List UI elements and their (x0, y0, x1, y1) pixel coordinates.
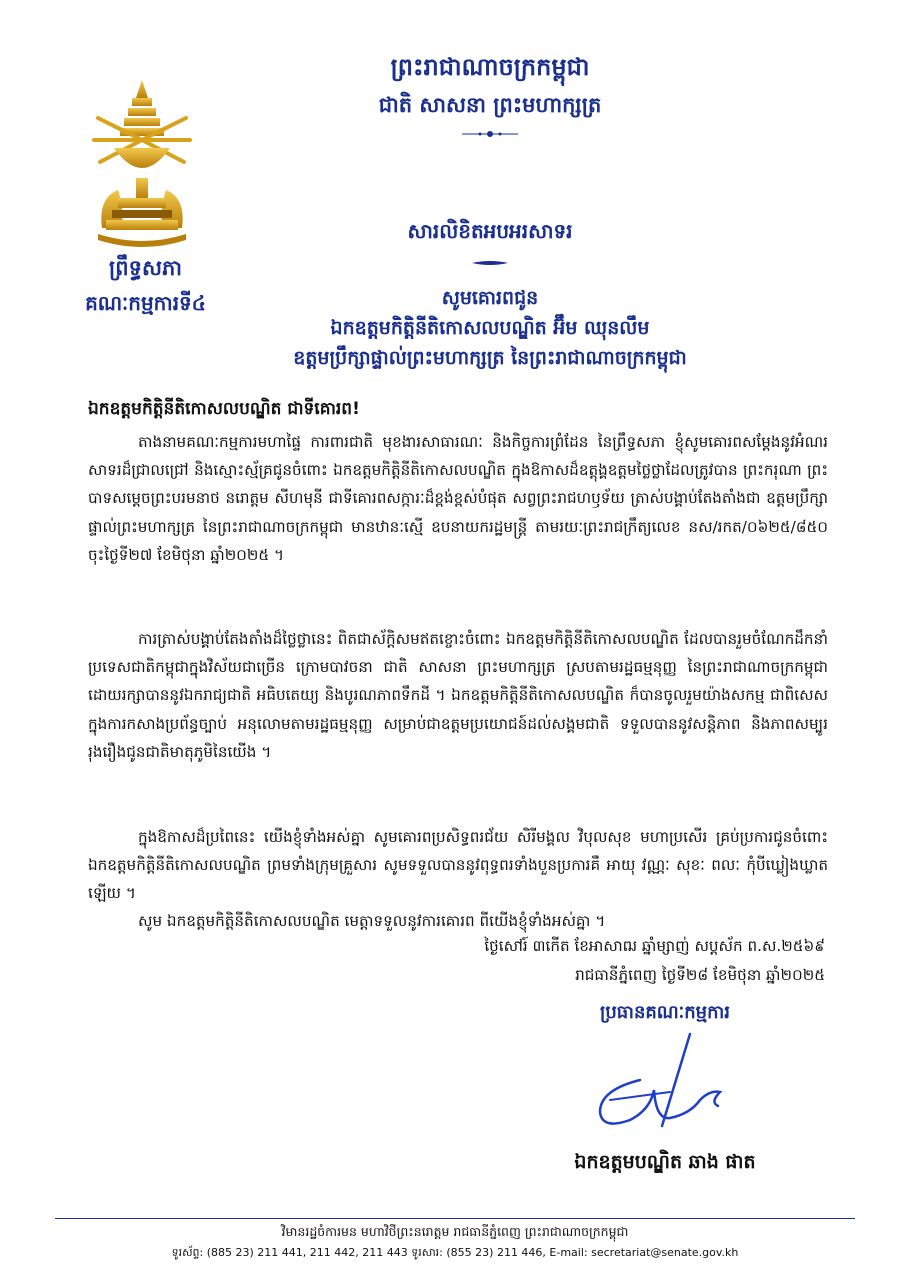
footer-contact: ទូរស័ព្ទ: (885 23) 211 441, 211 442, 211 443 ទូរសារ: (855 23) 211 446, E-mail: secretariat@senate.gov.kh (171, 1246, 739, 1259)
title-ornament (300, 252, 680, 271)
commission-label: គណៈកម្មការទី៤ (85, 291, 206, 315)
footer-divider (55, 1218, 855, 1219)
senate-emblem-icon (88, 78, 196, 248)
signer-name: ឯកឧត្តមបណ្ឌិត ឆាង ផាត (574, 1151, 756, 1173)
to-line: សូមគោរពជូន (441, 287, 539, 309)
header-ornament (300, 124, 680, 143)
senate-label: ព្រឹទ្ធសភា (109, 256, 182, 280)
addressee-name: ឯកឧត្តមកិត្តិនីតិកោសលបណ្ឌិត អ៊ឹម ឈុនលឹម (330, 317, 650, 339)
document-type-title: សារលិខិតអបអរសាទរ (407, 219, 573, 243)
salutation: ឯកឧត្តមកិត្តិនីតិកោសលបណ្ឌិត ជាទីគោរព! (88, 399, 360, 419)
body-paragraph-3: ក្នុងឱកាសដ៏ប្រពៃនេះ យើងខ្ញុំទាំងអស់គ្នា សូមគោរពប្រសិទ្ធពរជ័យ សិរីមង្គល វិបុលសុខ មហាប្រសើរ គ្រប់ប្រការជូនចំពោះ ឯកឧត្តមកិត្តិនីតិកោសលបណ្ឌិត ព្រមទាំងក្រុមគ្រួសារ សូមទទួលបាននូវពុទ្ធពរទាំងបួនប្រការគឺ អាយុ វណ្ណៈ សុខៈ ពលៈ កុំបីឃ្លៀងឃ្លាតឡើយ ។ (88, 828, 828, 903)
lunar-date: ថ្ងៃសៅរ៍ ៣កើត ខែអាសាឍ ឆ្នាំម្សាញ់ សប្តស័ក ព.ស.២៥៦៩ (484, 937, 825, 955)
body-paragraph-1: តាងនាមគណៈកម្មការមហាផ្ទៃ ការពារជាតិ មុខងារសាធារណៈ និងកិច្ចការព្រំដែន នៃព្រឹទ្ធសភា ខ្ញុំសូមគោរពសម្ដែងនូវអំណរសាទរដ៏ជ្រាលជ្រៅ និងស្មោះស្ម័គ្រជូនចំពោះ ឯកឧត្តមកិត្តិនីតិកោសលបណ្ឌិត ក្នុងឱកាសដ៏ឧត្ដុង្គឧត្ដមថ្លៃថ្លាដែលត្រូវបាន ព្រះករុណា ព្រះបាទសម្តេចព្រះបរមនាថ នរោត្តម សីហមុនី ជាទីគោរពសក្ការៈដ៏ខ្ពង់ខ្ពស់បំផុត សព្វព្រះរាជហឫទ័យ ត្រាស់បង្គាប់តែងតាំងជា ឧត្តមប្រឹក្សាផ្ទាល់ព្រះមហាក្សត្រ នៃព្រះរាជាណាចក្រកម្ពុជា មានឋានៈស្មើ ឧបនាយករដ្ឋមន្ត្រី តាមរយៈព្រះរាជក្រឹត្យលេខ នស/រកត/០៦២៥/៨៥០ ចុះថ្ងៃទី២៧ ខែមិថុនា ឆ្នាំ២០២៥ ។ (88, 433, 828, 564)
addressee-position: ឧត្តមប្រឹក្សាផ្ទាល់ព្រះមហាក្សត្រ នៃព្រះរាជាណាចក្រកម្ពុជា (293, 347, 687, 369)
solar-date: រាជធានីភ្នំពេញ ថ្ងៃទី២៨ ខែមិថុនា ឆ្នាំ២០២៥ (575, 966, 825, 984)
body-paragraph-2: ការត្រាស់បង្គាប់តែងតាំងដ៏ថ្លៃថ្លានេះ ពិតជាស័ក្តិសមឥតខ្ចោះចំពោះ ឯកឧត្តមកិត្តិនីតិកោសលបណ្ឌិត ដែលបានរួមចំណែកដឹកនាំប្រទេសជាតិកម្ពុជាក្នុងវិស័យជាច្រើន ក្រោមបាវចនា ជាតិ សាសនា ព្រះមហាក្សត្រ ស្របតាមរដ្ឋធម្មនុញ្ញ នៃព្រះរាជាណាចក្រកម្ពុជា ដោយរក្សាបាននូវឯករាជ្យជាតិ អធិបតេយ្យ និងបូរណភាពទឹកដី ។ ឯកឧត្តមកិត្តិនីតិកោសលបណ្ឌិត ក៏បានចូលរួមយ៉ាងសកម្ម ជាពិសេសក្នុងការកសាងប្រព័ន្ធច្បាប់ អនុលោមតាមរដ្ឋធម្មនុញ្ញ សម្រាប់ជាឧត្តមប្រយោជន៍ដល់សង្គមជាតិ ទទួលបាននូវសន្តិភាព និងភាពសម្បូររុងរឿងជូនជាតិមាតុភូមិនៃយើង ។ (88, 630, 828, 761)
kingdom-title: ព្រះរាជាណាចក្រកម្ពុជា (390, 53, 590, 81)
footer-address: វិមានរដ្ឋចំការមន មហាវិថីព្រះនរោត្តម រាជធានីភ្នំពេញ ព្រះរាជាណាចក្រកម្ពុជា (281, 1224, 629, 1239)
national-motto: ជាតិ សាសនា ព្រះមហាក្សត្រ (378, 93, 602, 117)
signer-title: ប្រធានគណៈកម្មការ (600, 1002, 730, 1023)
body-paragraph-4: សូម ឯកឧត្តមកិត្តិនីតិកោសលបណ្ឌិត មេត្តាទទួលនូវការគោរព ពីយើងខ្ញុំទាំងអស់គ្នា ។ (138, 912, 606, 930)
signature-icon (570, 1030, 740, 1140)
